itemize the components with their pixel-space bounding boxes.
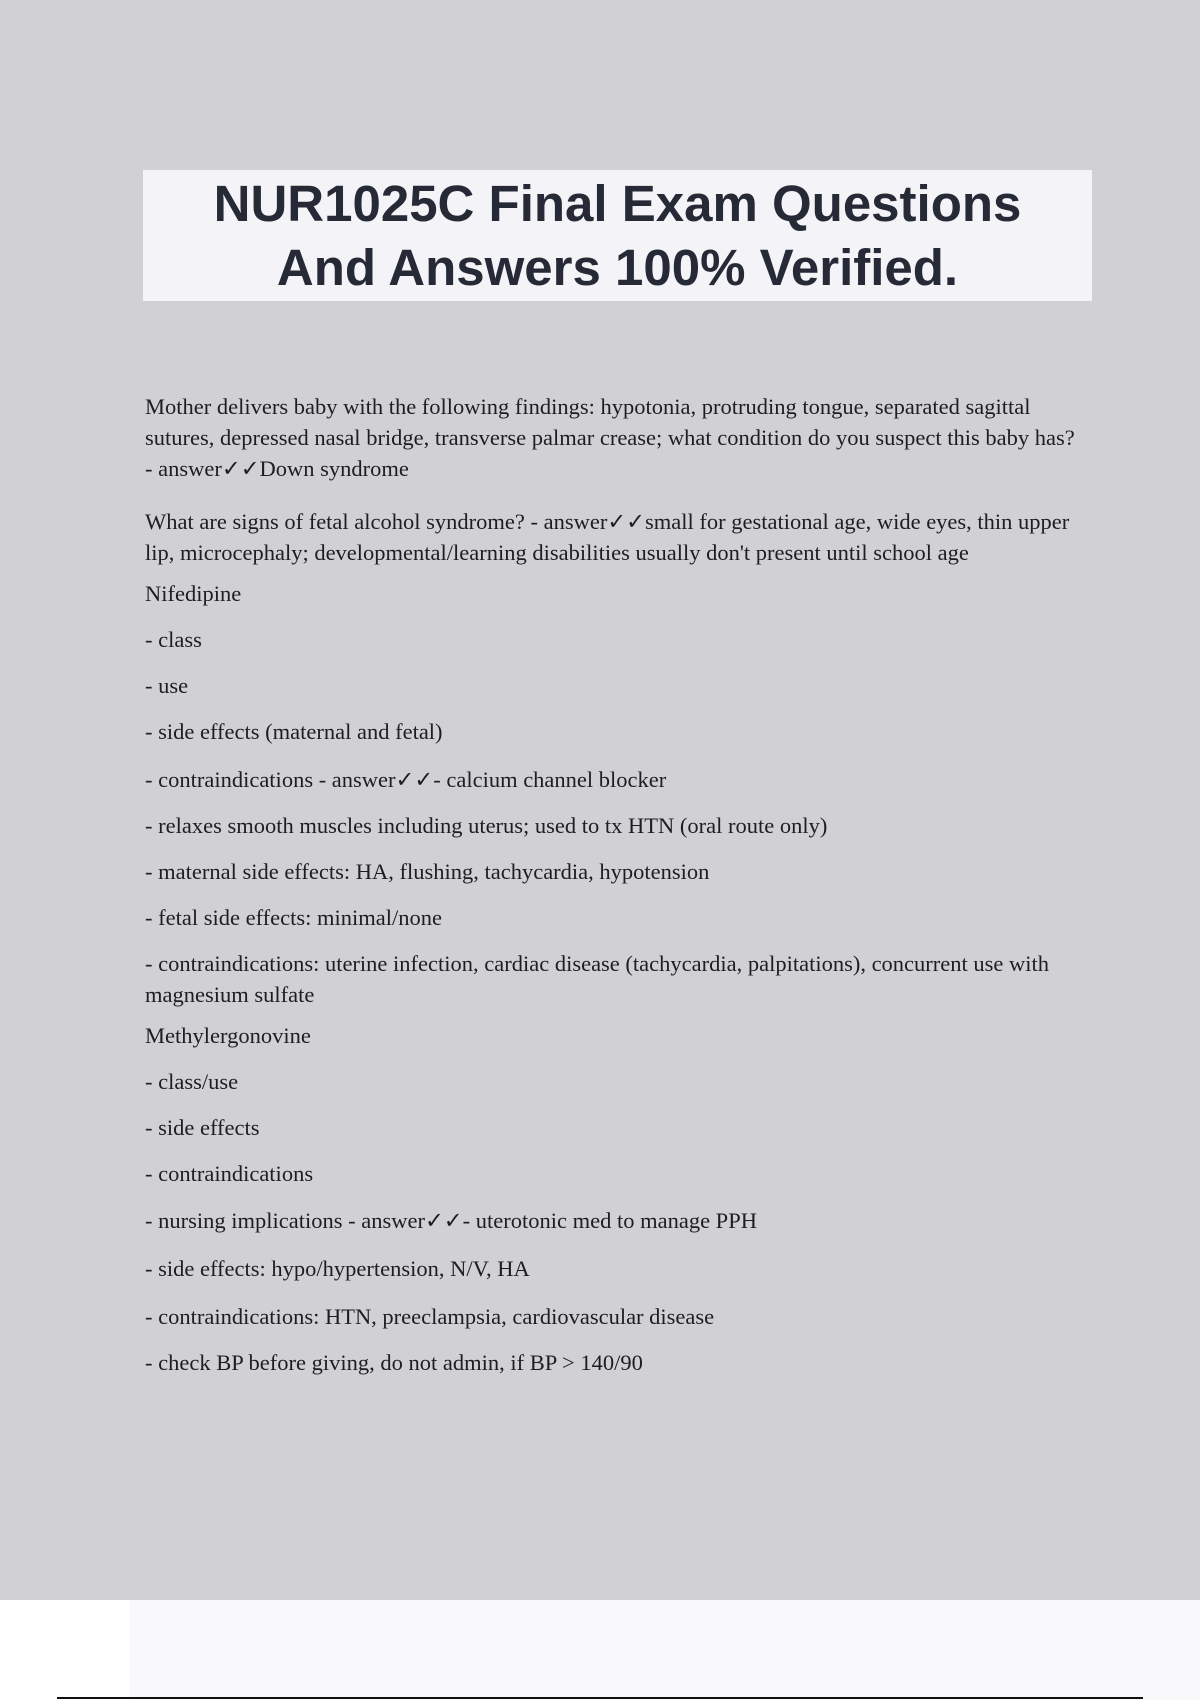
list-item: - class/use (145, 1069, 239, 1094)
title-line-1: NUR1025C Final Exam Questions (213, 174, 1022, 232)
list-item: - side effects (maternal and fetal) (145, 719, 443, 744)
list-item: - side effects: hypo/hypertension, N/V, HA (145, 1256, 530, 1281)
list-item: - contraindications: uterine infection, cardiac disease (tachycardia, palpitations), concurrent use with magnesium sulfate (145, 951, 1050, 1007)
page-footer (0, 1600, 1200, 1700)
document-title (214, 172, 1022, 300)
list-item: - class (145, 627, 202, 652)
title-line-2: And Answers 100% Verified. (276, 238, 959, 296)
drug-heading-methylergonovine: Methylergonovine (145, 1023, 311, 1048)
list-item: - use (145, 673, 189, 698)
title-banner (143, 170, 1092, 301)
answer-line: - contraindications - answer✓✓- calcium channel blocker (145, 767, 667, 792)
question-fetal-alcohol-syndrome: What are signs of fetal alcohol syndrome? - answer✓✓small for gestational age, wide eyes, thin upper lip, microcephaly; developmental/learning disabilities usually don't present until school age (145, 509, 1070, 565)
list-item: - contraindications (145, 1161, 314, 1186)
footer-shade (130, 1600, 1200, 1700)
question-down-syndrome: Mother delivers baby with the following findings: hypotonia, protruding tongue, separated sagittal sutures, depressed nasal bridge, transverse palmar crease; what condition do you suspect this baby has? - answer✓✓Down syndrome (145, 394, 1075, 481)
footer-divider (57, 1697, 1143, 1699)
document-body (145, 391, 1080, 1378)
list-item: - check BP before giving, do not admin, if BP > 140/90 (145, 1350, 643, 1375)
list-item: - relaxes smooth muscles including uterus; used to tx HTN (oral route only) (145, 813, 828, 838)
answer-line: - nursing implications - answer✓✓- uterotonic med to manage PPH (145, 1208, 757, 1233)
list-item: - contraindications: HTN, preeclampsia, cardiovascular disease (145, 1304, 715, 1329)
list-item: - side effects (145, 1115, 260, 1140)
list-item: - maternal side effects: HA, flushing, tachycardia, hypotension (145, 859, 710, 884)
drug-heading-nifedipine: Nifedipine (145, 581, 242, 606)
list-item: - fetal side effects: minimal/none (145, 905, 442, 930)
